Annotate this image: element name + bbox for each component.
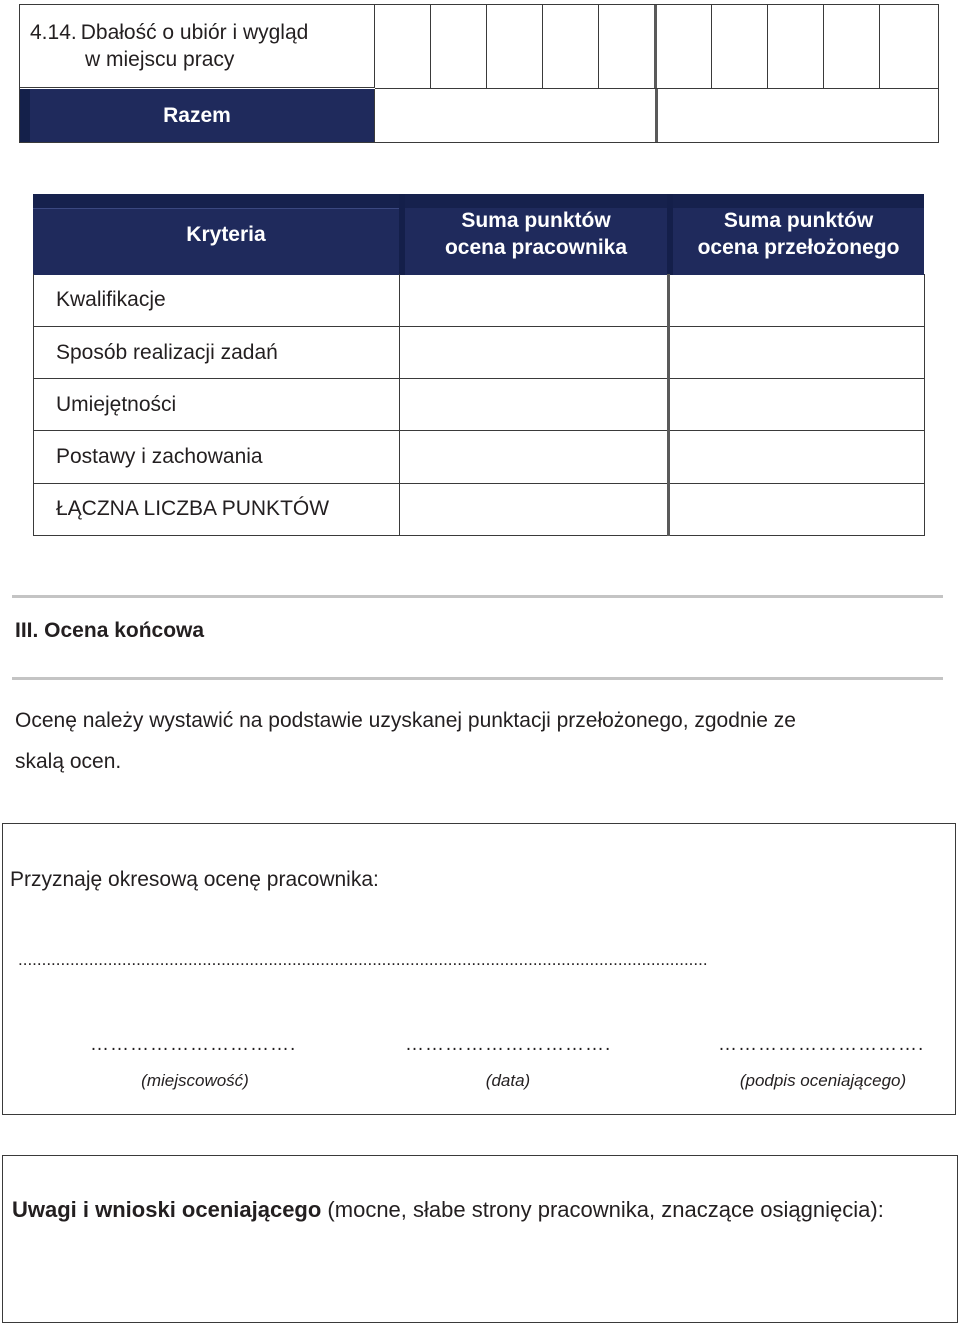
criteria-total-label: ŁĄCZNA LICZBA PUNKTÓW: [56, 497, 330, 520]
header-employee-line1: Suma punktów: [461, 209, 611, 232]
column-divider: [667, 274, 670, 536]
criteria-row-label: Sposób realizacji zadań: [56, 341, 278, 364]
signature-caption: (podpis oceniającego): [739, 1071, 907, 1090]
remarks-label: [12, 1197, 884, 1223]
score-cell-divider: [823, 5, 824, 88]
header-criteria-label: Kryteria: [186, 223, 266, 246]
item-label-line1: Dbałość o ubiór i wygląd: [80, 21, 309, 44]
criteria-header-line: [33, 208, 399, 209]
header-supervisor: [673, 207, 924, 261]
section-title: III. Ocena końcowa: [15, 619, 205, 642]
item-number: 4.14.: [30, 21, 77, 44]
place-fill-line[interactable]: ………………………….: [90, 1034, 297, 1055]
total-label-cell: [20, 89, 375, 142]
item-label: [30, 19, 370, 73]
row-divider: [33, 326, 925, 327]
total-label: Razem: [163, 103, 231, 127]
instructions-line2: skalą ocen.: [15, 750, 122, 773]
score-cell-divider: [598, 5, 599, 88]
row-divider: [33, 483, 925, 484]
section-instructions: [15, 700, 915, 782]
section-divider: [12, 677, 943, 680]
header-employee-line2: ocena pracownika: [444, 236, 628, 259]
score-cell-divider: [542, 5, 543, 88]
score-cell-divider: [767, 5, 768, 88]
column-divider: [399, 274, 400, 536]
header-supervisor-line1: Suma punktów: [723, 209, 874, 232]
instructions-line1: Ocenę należy wystawić na podstawie uzyskanej punktacji przełożonego, zgodnie ze: [15, 709, 796, 732]
total-employee-cell[interactable]: [375, 89, 655, 142]
score-cell-divider: [430, 5, 431, 88]
header-supervisor-line2: ocena przełożonego: [697, 236, 900, 259]
assignment-fill-line[interactable]: ..................................................................................................................................................: [18, 950, 708, 969]
criteria-row-label: Kwalifikacje: [56, 288, 166, 311]
total-supervisor-cell[interactable]: [658, 89, 938, 142]
total-label-edge: [20, 89, 30, 142]
remarks-input-area[interactable]: [3, 1230, 957, 1322]
remarks-label-rest: (mocne, słabe strony pracownika, znaczące osiągnięcia):: [321, 1197, 884, 1222]
remarks-label-bold: Uwagi i wnioski oceniającego: [12, 1197, 322, 1222]
criteria-row-label: Postawy i zachowania: [56, 445, 263, 468]
assignment-label: Przyznaję okresową ocenę pracownika:: [10, 868, 379, 891]
score-group-divider: [654, 5, 657, 88]
header-criteria: [33, 221, 419, 248]
score-cell-divider: [486, 5, 487, 88]
signature-fill-line[interactable]: ………………………….: [718, 1034, 925, 1055]
place-caption: (miejscowość): [141, 1071, 249, 1090]
section-divider: [12, 595, 943, 598]
score-cell-divider: [711, 5, 712, 88]
date-fill-line[interactable]: ………………………….: [405, 1034, 612, 1055]
item-label-line2: w miejscu pracy: [85, 48, 235, 71]
score-cell-divider: [879, 5, 880, 88]
row-divider: [33, 378, 925, 379]
criteria-row-label: Umiejętności: [56, 393, 177, 416]
date-caption: (data): [485, 1071, 531, 1090]
header-employee: [405, 207, 667, 261]
criteria-header-strip: [33, 194, 924, 208]
row-divider: [33, 430, 925, 431]
